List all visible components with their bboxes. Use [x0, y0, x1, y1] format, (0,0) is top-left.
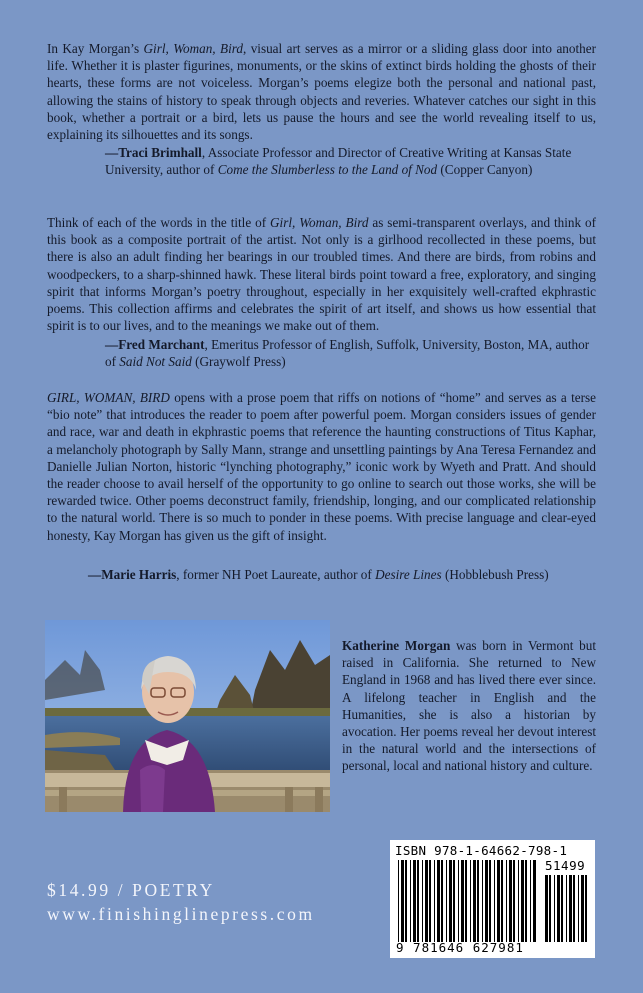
isbn-barcode [390, 840, 595, 958]
price-code: 51499 [545, 858, 586, 873]
barcode-bar [573, 875, 575, 942]
author-name: Katherine Morgan [342, 638, 451, 653]
barcode-bar [417, 860, 419, 942]
reviewer-name: —Fred Marchant [105, 337, 205, 352]
barcode-bar [525, 860, 527, 942]
barcode-bar [581, 875, 584, 942]
reviewer-name: —Marie Harris [88, 567, 177, 582]
barcode-bar [506, 860, 507, 942]
barcode-bar [485, 860, 488, 942]
barcode-bar [521, 860, 524, 942]
barcode-bar [429, 860, 431, 942]
barcode-bar [434, 860, 435, 942]
barcode-bar [513, 860, 515, 942]
barcode-bar [494, 860, 495, 942]
barcode-bar [489, 860, 491, 942]
author-photo [45, 620, 330, 812]
barcode-bar [473, 860, 476, 942]
barcode-bar [437, 860, 440, 942]
barcode-bar [497, 860, 500, 942]
barcode-bar [482, 860, 483, 942]
barcode-bar [401, 860, 404, 942]
barcode-bar [405, 860, 407, 942]
barcode-bar [449, 860, 452, 942]
author-photo-illustration [45, 620, 330, 812]
barcode-bar [578, 875, 579, 942]
barcode-bar [465, 860, 467, 942]
review-3-book-title: GIRL, WOMAN, BIRD [47, 390, 170, 405]
barcode-bar [477, 860, 479, 942]
barcode-bar [458, 860, 459, 942]
barcode-bar [533, 860, 536, 942]
barcode-bar [549, 875, 551, 942]
barcode-bar [501, 860, 503, 942]
barcode-bar [509, 860, 512, 942]
barcode-bar [441, 860, 443, 942]
barcode-bar [545, 875, 548, 942]
barcode-bar [410, 860, 411, 942]
barcode-bar [557, 875, 560, 942]
barcode-bar [569, 875, 572, 942]
reviewer-name: —Traci Brimhall [105, 145, 202, 160]
review-2-book-title: Girl, Woman, Bird [270, 215, 369, 230]
author-bio: Katherine Morgan was born in Vermont but raised in California. She returned to New England in 1968 and has lived there ever since. A lifelong teacher in English and the Humanities, she is also a historian by avocation. Her poems reveal her devout interest in the natural world and the intersections of personal, local and national history and culture. [342, 638, 596, 774]
barcode-bar [561, 875, 563, 942]
barcode-bar [554, 875, 555, 942]
barcode-bar [453, 860, 455, 942]
barcode-bar [566, 875, 567, 942]
barcode-bar [461, 860, 464, 942]
barcode-bar [422, 860, 423, 942]
review-1-text: In Kay Morgan’s Girl, Woman, Bird, visual art serves as a mirror or a sliding glass door into another life. Whether it is plaster figurines, monuments, or the skins of extinct birds holding the ghosts of their hearts, these forms are not voiceless. Morgan’s poems elegize both the personal and national past, allowing the stains of history to speak through objects and reveries. Whatever catches our sight in this book, whether a portrait or a bird, lets us pause the hours and see the world revealing itself to us, explaining its silhouettes and its songs. [47, 41, 596, 143]
review-1-attribution: —Traci Brimhall, Associate Professor and Director of Creative Writing at Kansas State University, author of Come the Slumberless to the Land of Nod (Copper Canyon) [105, 145, 572, 178]
publisher-website: www.finishinglinepress.com [47, 904, 315, 924]
barcode-bar [530, 860, 531, 942]
barcode-bar [413, 860, 416, 942]
review-2-text: Think of each of the words in the title of Girl, Woman, Bird as semi-transparent overlays, and think of this book as a composite portrait of the artist. Not only is a girlhood recollected in these poems, but there is also an adult finding her bearings in our troubled times. And there are birds, from robins and woodpeckers, to a sharp-shinned hawk. These literal birds point toward a free, exploratory, and singing spirit that informs Morgan’s poetry throughout, especially in her exquisitely well-crafted ekphrastic poems. This collection affirms and celebrates the spirit of art itself, and shows us how essential that spirit is to our lives, and to the meanings we make out of them. [47, 215, 596, 334]
price-category: $14.99 / POETRY [47, 880, 215, 900]
isbn-number: ISBN 978-1-64662-798-1 [395, 843, 568, 858]
barcode-bar [425, 860, 428, 942]
review-2-attribution: —Fred Marchant, Emeritus Professor of English, Suffolk, University, Boston, MA, author of Said Not Said (Graywolf Press) [105, 337, 590, 370]
review-3-text: GIRL, WOMAN, BIRD opens with a prose poem that riffs on notions of “home” and serves as a terse “bio note” that introduces the reader to poem after powerful poem. Morgan considers issues of gender and race, war and death in ekphrastic poems that reference the haunting constructions of Titus Kaphar, a melancholy photograph by Sally Mann, strange and unsettling paintings by Ana Teresa Fernandez and Danielle Julian Norton, historic “lynching photography,” iconic work by Wyeth and Pratt. And should the reader choose to avail herself of the opportunity to go online to search out those works, she will be rewarded twice. Other poems deconstruct family, friendship, longing, and our complicated relationship to the natural world. There is so much to ponder in these poems. With precise language and clear-eyed honesty, Kay Morgan has given us the gift of insight. [47, 390, 596, 543]
barcode-bar [470, 860, 471, 942]
review-3-attribution: —Marie Harris, former NH Poet Laureate, author of Desire Lines (Hobblebush Press) [88, 567, 549, 582]
ean-number: 9 781646 627981 [396, 940, 524, 955]
review-1-book-title: Girl, Woman, Bird [143, 41, 243, 56]
barcode-bar [398, 860, 399, 942]
barcode-bars [398, 860, 538, 942]
barcode-bar [446, 860, 447, 942]
price-barcode-bars [545, 875, 589, 942]
barcode-bar [518, 860, 519, 942]
barcode-bar [585, 875, 587, 942]
